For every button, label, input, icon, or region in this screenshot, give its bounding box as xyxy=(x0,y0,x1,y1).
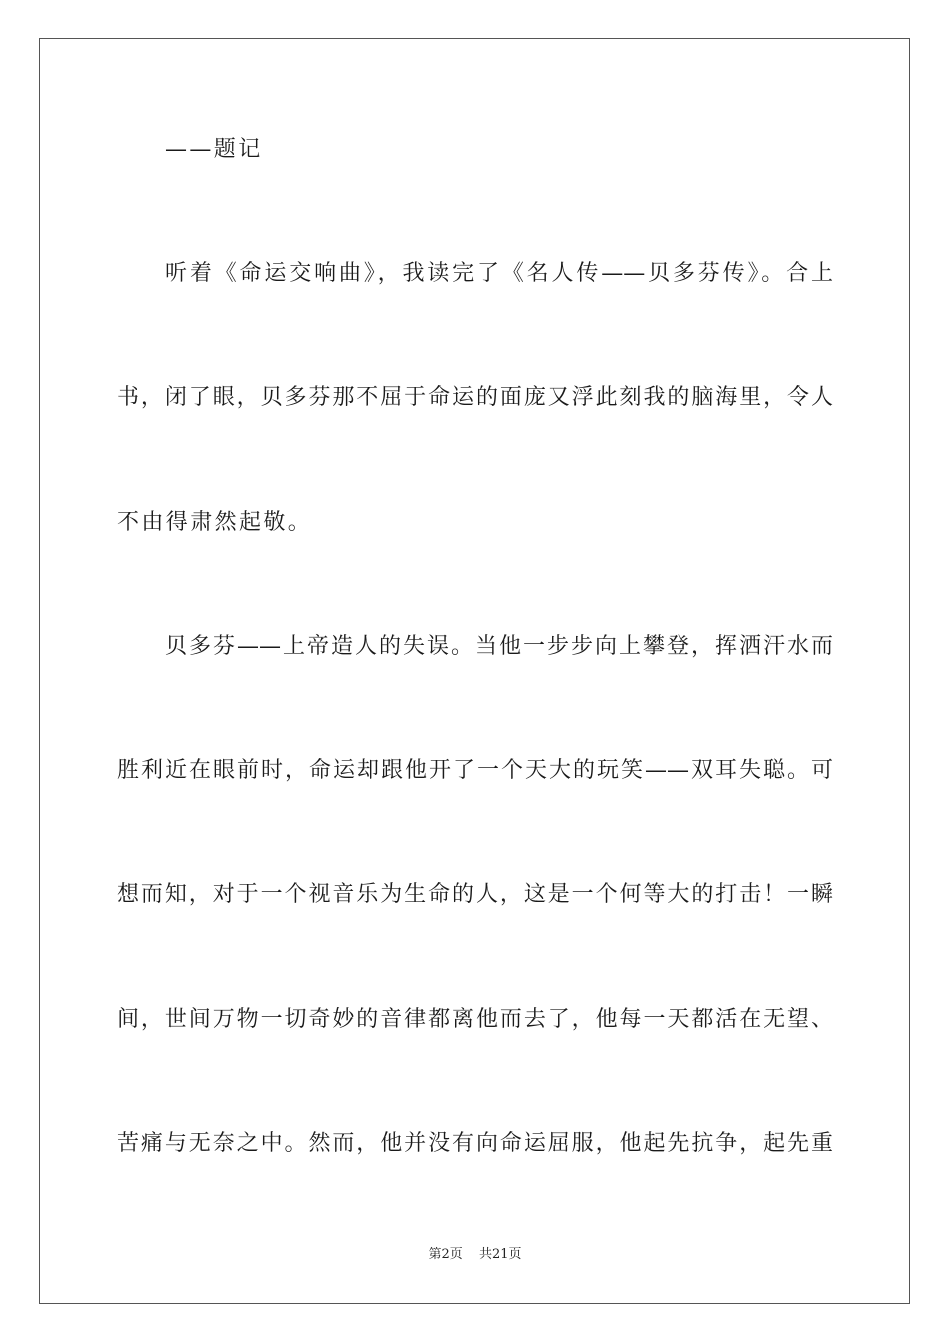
body-line-8: 苦痛与无奈之中。然而，他并没有向命运屈服，他起先抗争，起先重 xyxy=(117,1131,833,1156)
page-frame xyxy=(39,38,910,1304)
page-total: 共21页 xyxy=(478,1247,522,1262)
page-footer xyxy=(0,1246,950,1264)
page-number: 第2页 xyxy=(428,1247,463,1262)
body-line-2: 书，闭了眼，贝多芬那不屈于命运的面庞又浮此刻我的脑海里，令人 xyxy=(117,385,833,410)
body-line-7: 间，世间万物一切奇妙的音律都离他而去了，他每一天都活在无望、 xyxy=(117,1007,833,1032)
epigraph-attribution: ——题记 xyxy=(165,137,263,162)
body-line-1: 听着《命运交响曲》，我读完了《名人传——贝多芬传》。合上 xyxy=(165,261,833,286)
body-line-5: 胜利近在眼前时，命运却跟他开了一个天大的玩笑——双耳失聪。可 xyxy=(117,758,833,783)
body-line-3: 不由得肃然起敬。 xyxy=(117,510,313,535)
body-line-6: 想而知，对于一个视音乐为生命的人，这是一个何等大的打击！一瞬 xyxy=(117,882,833,907)
body-line-4: 贝多芬——上帝造人的失误。当他一步步向上攀登，挥洒汗水而 xyxy=(165,634,833,659)
